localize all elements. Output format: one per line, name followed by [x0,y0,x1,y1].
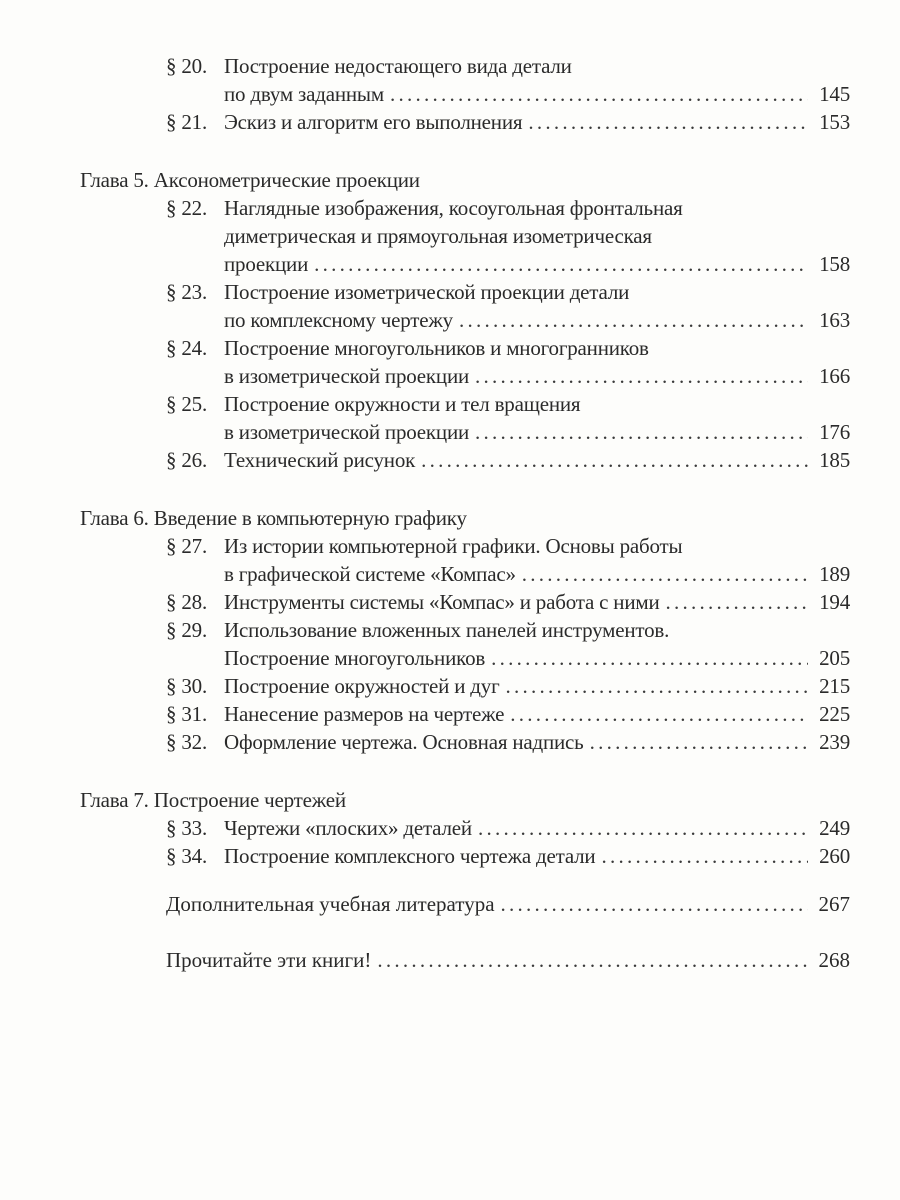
title-text: Чертежи «плоских» деталей [224,816,472,840]
section-number: § 31. [166,702,208,726]
title-text: Построение многоугольников [224,646,486,670]
title-line [224,108,850,136]
page-number: 176 [819,420,850,444]
section-number: § 30. [166,674,208,698]
section-number: § 33. [166,816,208,840]
page-number: 260 [819,844,850,868]
section-title [224,108,850,136]
title-line [224,842,850,870]
chapter-section [80,504,850,756]
dot-leader [491,644,808,672]
title-line [166,890,850,918]
title-line [224,700,850,728]
section-title [224,194,850,278]
title-text: Эскиз и алгоритм его выполнения [224,110,523,134]
dot-leader [314,250,808,278]
chapter-title: Глава 5. Аксонометрические проекции [80,168,420,192]
chapter-title: Глава 7. Построение чертежей [80,788,346,812]
title-line [224,80,850,108]
title-line [224,250,850,278]
extra-title: Прочитайте эти книги! [166,948,372,972]
title-line [224,390,850,418]
toc-entry [166,842,850,870]
title-text: Построение окружностей и дуг [224,674,500,698]
page-number: 189 [819,562,850,586]
page-number: 267 [818,892,850,916]
dot-leader [377,946,808,974]
dot-leader [666,588,809,616]
extra-title: Дополнительная учебная литература [166,892,495,916]
section-title [224,842,850,870]
title-text: по комплексному чертежу [224,308,453,332]
title-line [224,222,850,250]
title-line [166,946,850,974]
section-title [224,728,850,756]
title-text: Построение комплексного чертежа детали [224,844,596,868]
toc-entry [166,532,850,588]
section-number: § 20. [166,54,208,78]
section-title [224,278,850,334]
section-number: § 32. [166,730,208,754]
chapter-section [80,786,850,870]
page-number: 163 [819,308,850,332]
table-of-contents [80,52,850,1002]
toc-entry [166,814,850,842]
section-title [224,672,850,700]
title-text: по двум заданным [224,82,384,106]
section-title [224,700,850,728]
title-text: диметрическая и прямоугольная изометрическая [224,224,652,248]
section-number: § 28. [166,590,208,614]
toc-entry [166,194,850,278]
dot-leader [522,560,808,588]
section-title [224,446,850,474]
dot-leader [501,890,808,918]
title-text: Наглядные изображения, косоугольная фронтальная [224,196,683,220]
dot-leader [475,418,808,446]
title-line [224,278,850,306]
toc-extra-entry [166,946,850,974]
dot-leader [421,446,808,474]
section-title [224,532,850,588]
title-line [224,644,850,672]
section-title [224,52,850,108]
title-line [224,616,850,644]
title-line [224,560,850,588]
page-number: 194 [819,590,850,614]
title-line [224,362,850,390]
title-text: Из истории компьютерной графики. Основы работы [224,534,683,558]
section-number: § 22. [166,196,208,220]
page-number: 158 [819,252,850,276]
title-text: Построение многоугольников и многогранников [224,336,649,360]
dot-leader [505,672,808,700]
page-number: 249 [819,816,850,840]
toc-entry [166,728,850,756]
title-line [224,334,850,362]
title-line [224,728,850,756]
section-number: § 21. [166,110,208,134]
dot-leader [390,80,808,108]
section-number: § 26. [166,448,208,472]
toc-entry [166,672,850,700]
page-number: 215 [819,674,850,698]
toc-entry [166,700,850,728]
title-line [224,306,850,334]
title-text: в изометрической проекции [224,364,470,388]
title-line [224,194,850,222]
section-number: § 34. [166,844,208,868]
title-text: Использование вложенных панелей инструментов. [224,618,670,642]
page-number: 166 [819,364,850,388]
section-title [224,814,850,842]
toc-entry [166,52,850,108]
toc-entry [166,446,850,474]
toc-extra-entry [166,890,850,918]
dot-leader [478,814,808,842]
title-line [224,52,850,80]
page-number: 153 [819,110,850,134]
title-text: Построение изометрической проекции детали [224,280,630,304]
title-text: проекции [224,252,309,276]
chapter-title: Глава 6. Введение в компьютерную графику [80,506,467,530]
title-text: Нанесение размеров на чертеже [224,702,505,726]
dot-leader [528,108,808,136]
page-number: 268 [818,948,850,972]
section-title [224,390,850,446]
dot-leader [475,362,808,390]
page-number: 205 [819,646,850,670]
title-line [224,588,850,616]
dot-leader [601,842,808,870]
title-line [224,532,850,560]
title-line [224,418,850,446]
page-number: 225 [819,702,850,726]
title-text: Построение окружности и тел вращения [224,392,581,416]
title-line [224,814,850,842]
dot-leader [590,728,808,756]
section-title [224,588,850,616]
dot-leader [510,700,808,728]
section-number: § 25. [166,392,208,416]
page-number: 185 [819,448,850,472]
title-text: Построение недостающего вида детали [224,54,572,78]
toc-entry [166,108,850,136]
title-line [224,672,850,700]
toc-entry [166,334,850,390]
page-number: 239 [819,730,850,754]
toc-entry [166,588,850,616]
section-title [224,616,850,672]
section-number: § 24. [166,336,208,360]
continued-chapter [80,52,850,136]
section-number: § 27. [166,534,208,558]
toc-entry [166,390,850,446]
title-text: в изометрической проекции [224,420,470,444]
dot-leader [459,306,808,334]
page-number: 145 [819,82,850,106]
title-text: в графической системе «Компас» [224,562,516,586]
title-text: Технический рисунок [224,448,416,472]
title-text: Инструменты системы «Компас» и работа с ними [224,590,660,614]
toc-entry [166,278,850,334]
title-text: Оформление чертежа. Основная надпись [224,730,584,754]
toc-entry [166,616,850,672]
section-number: § 23. [166,280,208,304]
section-title [224,334,850,390]
section-number: § 29. [166,618,208,642]
chapter-section [80,166,850,474]
title-line [224,446,850,474]
